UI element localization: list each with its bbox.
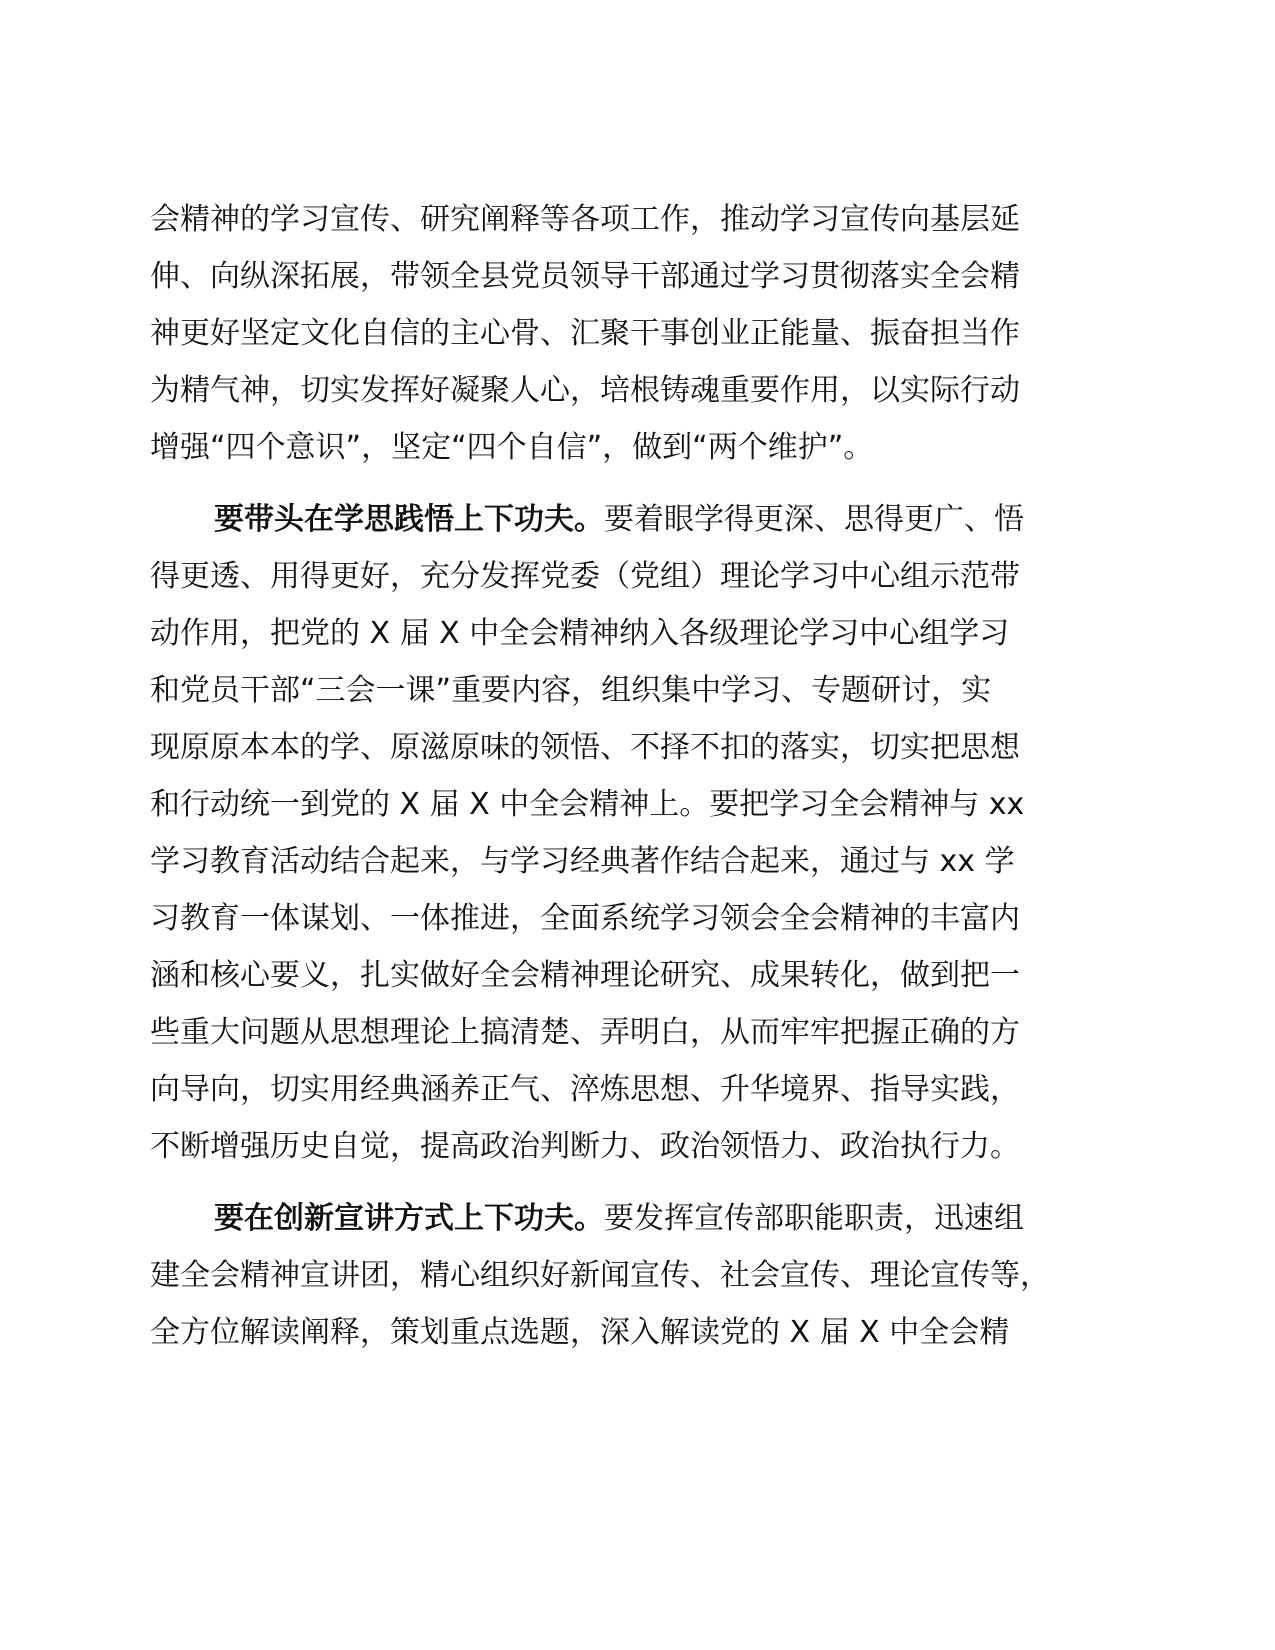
paragraph-first-line [150, 491, 1130, 548]
text-segment: 要着眼学得更深、思得更广、悟 [604, 502, 1024, 537]
paragraph-3 [150, 1190, 1130, 1361]
text-line: 和行动统一到党的 X 届 X 中全会精神上。要把学习全会精神与 xx [150, 787, 1025, 822]
text-line: 涵和核心要义，扎实做好全会精神理论研究、成果转化，做到把一 [150, 958, 1020, 993]
paragraph-heading: 要带头在学思践悟上下功夫。 [214, 502, 604, 537]
text-line: 全方位解读阐释，策划重点选题，深入解读党的 X 届 X 中全会精 [150, 1315, 1010, 1350]
paragraph-1 [150, 191, 1130, 476]
paragraph-first-line [150, 1190, 1130, 1247]
text-line: 现原原本本的学、原滋原味的领悟、不择不扣的落实，切实把思想 [150, 730, 1020, 765]
text-line: 建全会精神宣讲团，精心组织好新闻宣传、社会宣传、理论宣传等， [150, 1258, 1050, 1293]
text-line: 习教育一体谋划、一体推进，全面系统学习领会全会精神的丰富内 [150, 901, 1020, 936]
paragraph-2 [150, 491, 1130, 1175]
text-segment: 要发挥宣传部职能职责，迅速组 [604, 1201, 1024, 1236]
text-line: 为精气神，切实发挥好凝聚人心，培根铸魂重要作用，以实际行动 [150, 373, 1020, 408]
document-body [150, 191, 1130, 1361]
text-line: 向导向，切实用经典涵养正气、淬炼思想、升华境界、指导实践， [150, 1072, 1020, 1107]
paragraph-heading: 要在创新宣讲方式上下功夫。 [214, 1201, 604, 1236]
text-line: 些重大问题从思想理论上搞清楚、弄明白，从而牢牢把握正确的方 [150, 1015, 1020, 1050]
text-line: 和党员干部“三会一课”重要内容，组织集中学习、专题研讨，实 [150, 673, 992, 708]
text-line: 学习教育活动结合起来，与学习经典著作结合起来，通过与 xx 学 [150, 844, 1015, 879]
text-line: 得更透、用得更好，充分发挥党委（党组）理论学习中心组示范带 [150, 559, 1020, 594]
text-line: 伸、向纵深拓展，带领全县党员领导干部通过学习贯彻落实全会精 [150, 259, 1020, 294]
text-line: 会精神的学习宣传、研究阐释等各项工作，推动学习宣传向基层延 [150, 202, 1020, 237]
text-line: 不断增强历史自觉，提高政治判断力、政治领悟力、政治执行力。 [150, 1129, 1020, 1164]
text-line: 神更好坚定文化自信的主心骨、汇聚干事创业正能量、振奋担当作 [150, 316, 1020, 351]
text-line: 动作用，把党的 X 届 X 中全会精神纳入各级理论学习中心组学习 [150, 616, 1010, 651]
text-line: 增强“四个意识”，坚定“四个自信”，做到“两个维护”。 [150, 430, 874, 465]
